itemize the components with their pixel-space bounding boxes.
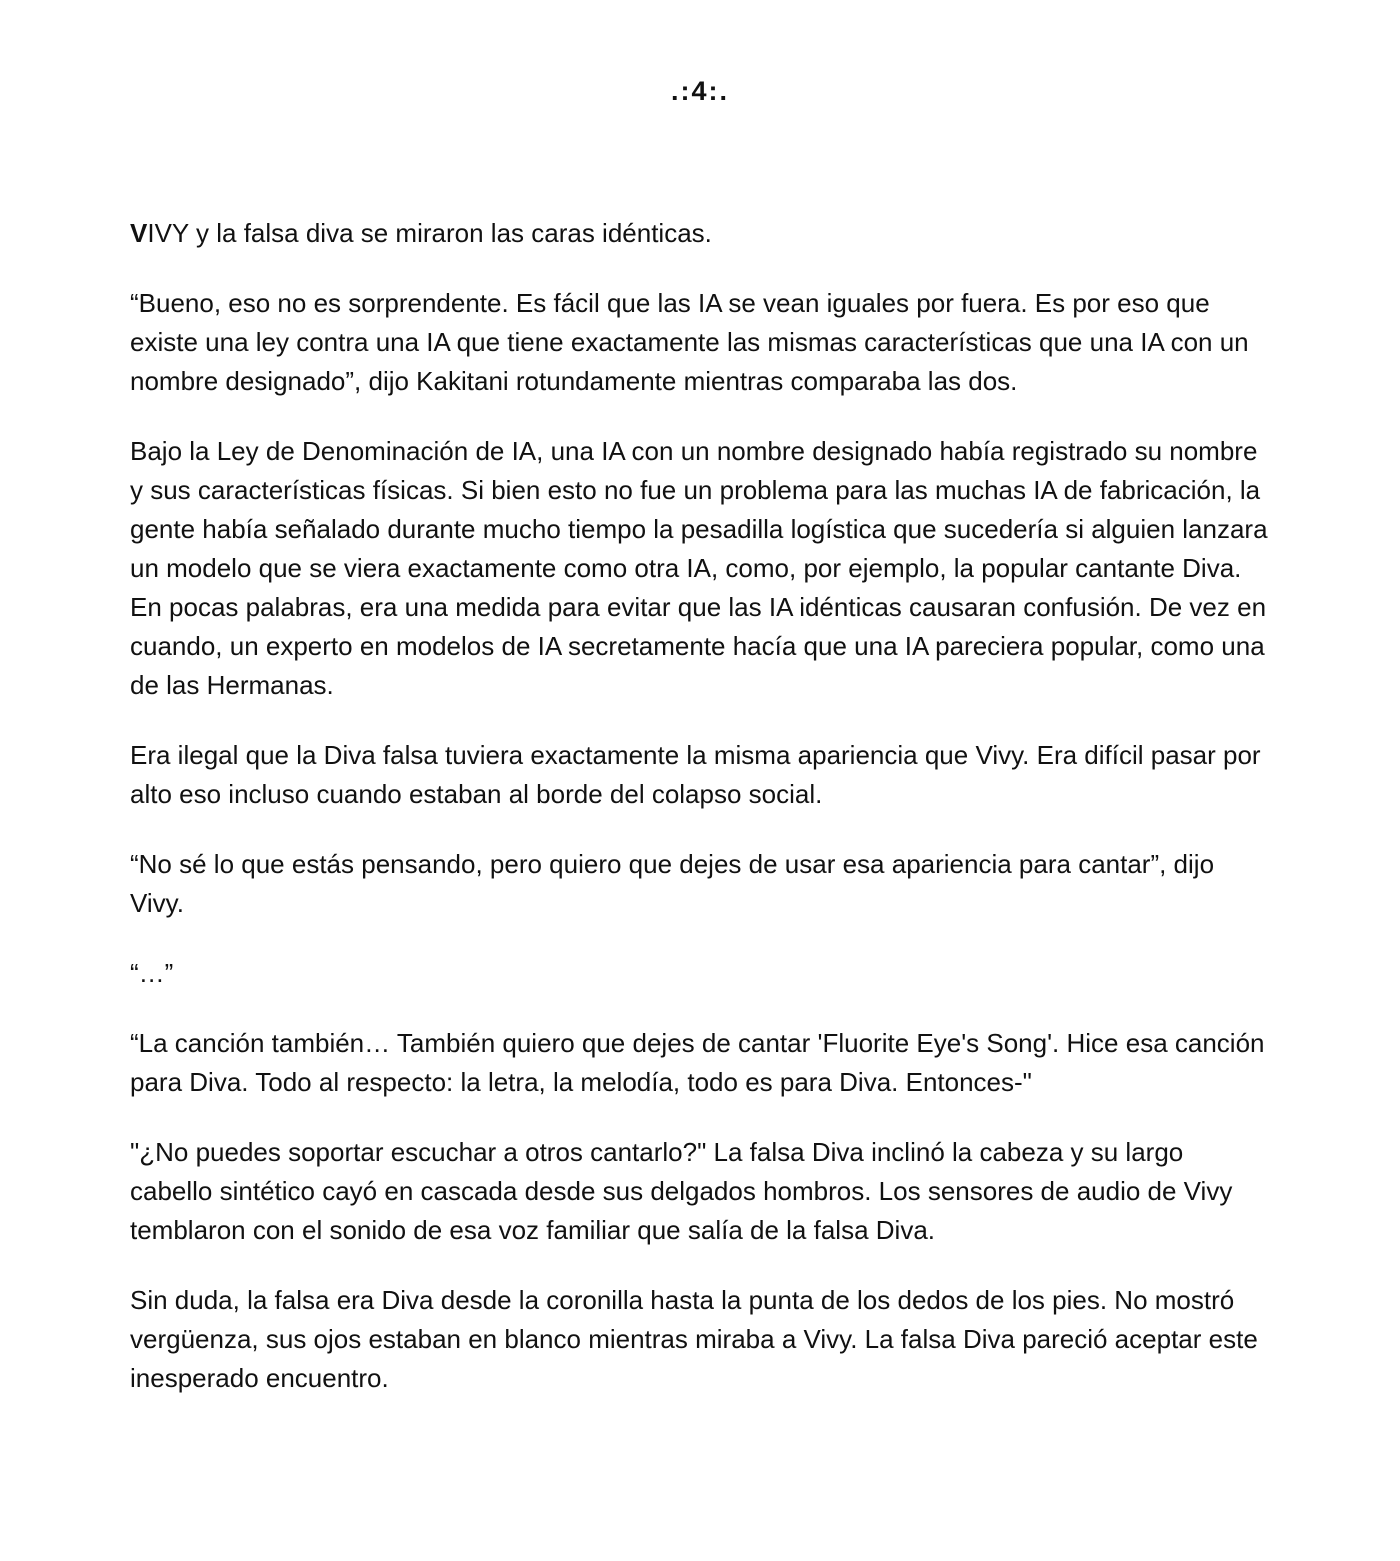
chapter-heading: .:4:. xyxy=(670,76,729,106)
initial-letter: V xyxy=(130,218,148,248)
paragraph-1 xyxy=(130,214,1272,253)
paragraph-7: “La canción también… También quiero que dejes de cantar 'Fluorite Eye's Song'. Hice esa canción para Diva. Todo al respecto: la letra, la melodía, todo es para Diva. Entonces-" xyxy=(130,1028,1265,1097)
chapter-body xyxy=(130,214,1272,1429)
paragraph-2: “Bueno, eso no es sorprendente. Es fácil que las IA se vean iguales por fuera. Es por eso que existe una ley contra una IA que tiene exactamente las mismas características que una IA con un nombre designado”, dijo Kakitani rotundamente mientras comparaba las dos. xyxy=(130,288,1249,396)
paragraph-6: “…” xyxy=(130,958,174,988)
paragraph-1-text: IVY y la falsa diva se miraron las caras idénticas. xyxy=(147,218,712,248)
paragraph-8: "¿No puedes soportar escuchar a otros cantarlo?" La falsa Diva inclinó la cabeza y su largo cabello sintético cayó en cascada desde sus delgados hombros. Los sensores de audio de Vivy temblaron con el sonido de esa voz familiar que salía de la falsa Diva. xyxy=(130,1137,1233,1245)
paragraph-5: “No sé lo que estás pensando, pero quiero que dejes de usar esa apariencia para cantar”, dijo Vivy. xyxy=(130,849,1215,918)
paragraph-3: Bajo la Ley de Denominación de IA, una IA con un nombre designado había registrado su nombre y sus características físicas. Si bien esto no fue un problema para las muchas IA de fabricación, la gente había señalado durante mucho tiempo la pesadilla logística que sucedería si alguien lanzara un modelo que se viera exactamente como otra IA, como, por ejemplo, la popular cantante Diva. En pocas palabras, era una medida para evitar que las IA idénticas causaran confusión. De vez en cuando, un experto en modelos de IA secretamente hacía que una IA pareciera popular, como una de las Hermanas. xyxy=(130,436,1268,700)
paragraph-4: Era ilegal que la Diva falsa tuviera exactamente la misma apariencia que Vivy. Era difícil pasar por alto eso incluso cuando estaban al borde del colapso social. xyxy=(130,740,1261,809)
paragraph-9: Sin duda, la falsa era Diva desde la coronilla hasta la punta de los dedos de los pies. No mostró vergüenza, sus ojos estaban en blanco mientras miraba a Vivy. La falsa Diva pareció aceptar este inesperado encuentro. xyxy=(130,1285,1258,1393)
